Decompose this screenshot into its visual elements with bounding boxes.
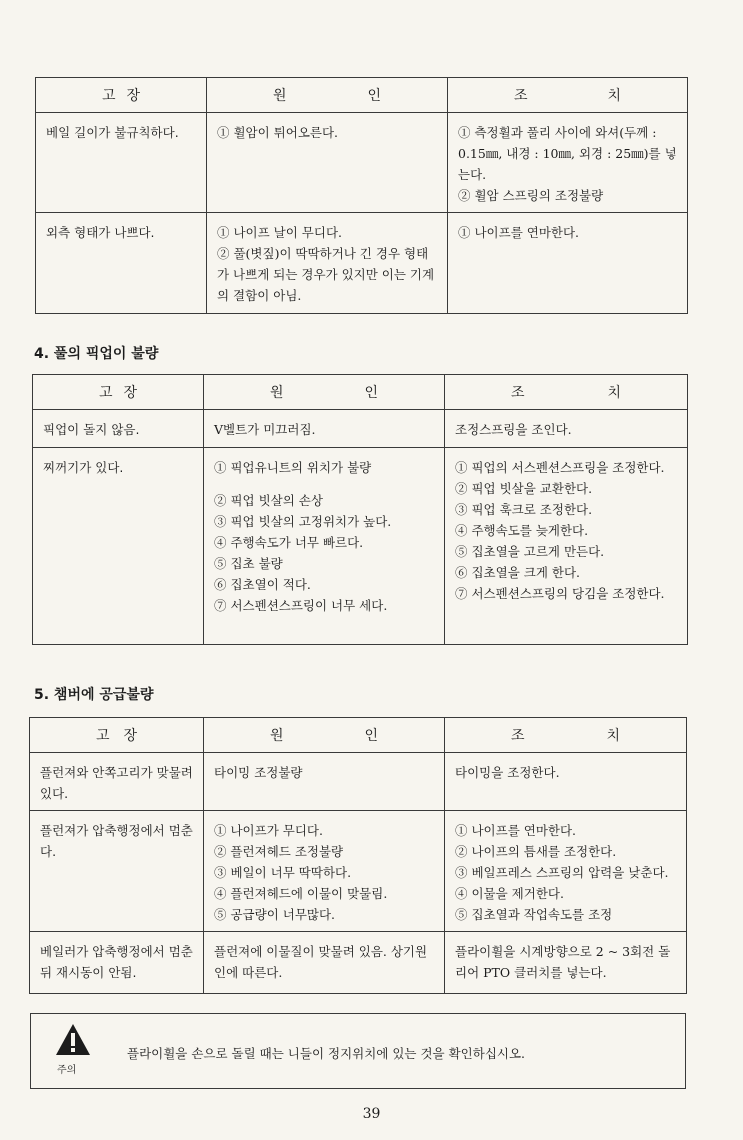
fault-cell: 베일러가 압축행정에서 멈춘뒤 재시동이 안됨. — [30, 932, 204, 994]
table-row — [30, 932, 687, 994]
cause-cell: ① 픽업유니트의 위치가 불량 ② 픽업 빗살의 손상 ③ 픽업 빗살의 고정위치가 높다. ④ 주행속도가 너무 빠르다. ⑤ 집초 불량 ⑥ 집초열이 적다. ⑦ 서스펜션스프링이 너무 세다. — [204, 448, 445, 645]
header-action: 조 치 — [448, 78, 688, 113]
fault-cell: 플런져가 압축행정에서 멈춘다. — [30, 811, 204, 932]
fault-cell: 플런져와 안쪽고리가 맞물려 있다. — [30, 753, 204, 811]
notice-text: 플라이휠을 손으로 돌릴 때는 니들이 정지위치에 있는 것을 확인하십시오. — [127, 1046, 526, 1061]
fault-cell: 베일 길이가 불규칙하다. — [36, 113, 207, 213]
fault-cell: 찌꺼기가 있다. — [33, 448, 204, 645]
cause-cell: 타이밍 조정불량 — [204, 753, 445, 811]
table-row — [33, 410, 688, 448]
header-cause: 원 인 — [204, 375, 445, 410]
table-row — [30, 811, 687, 932]
action-cell: 조정스프링을 조인다. — [445, 410, 688, 448]
section-title-4: 4. 풀의 픽업이 불량 — [34, 346, 159, 362]
action-cell: ① 나이프를 연마한다. — [448, 213, 688, 314]
troubleshoot-table-1 — [35, 77, 688, 314]
cause-cell: ① 나이프가 무디다. ② 플런져헤드 조정불량 ③ 베일이 너무 딱딱하다. ④ 플런져헤드에 이물이 맞물림. ⑤ 공급량이 너무많다. — [204, 811, 445, 932]
action-cell: ① 측정휠과 풀리 사이에 와셔(두께 : 0.15㎜, 내경 : 10㎜, 외경 : 25㎜)를 넣는다. ② 휠암 스프링의 조정불량 — [448, 113, 688, 213]
action-cell: ① 나이프를 연마한다. ② 나이프의 틈새를 조정한다. ③ 베일프레스 스프링의 압력을 낮춘다. ④ 이물을 제거한다. ⑤ 집초열과 작업속도를 조정 — [445, 811, 687, 932]
header-fault: 고 장 — [36, 78, 207, 113]
table-row — [33, 448, 688, 645]
fault-cell: 외측 형태가 나쁘다. — [36, 213, 207, 314]
header-cause: 원 인 — [204, 718, 445, 753]
fault-cell: 픽업이 돌지 않음. — [33, 410, 204, 448]
header-action: 조 치 — [445, 375, 688, 410]
table-row — [36, 213, 688, 314]
warning-label: 주의 — [57, 1065, 77, 1076]
cause-cell: ① 휠암이 튀어오른다. — [207, 113, 448, 213]
header-cause: 원 인 — [207, 78, 448, 113]
cause-cell: 플런져에 이물질이 맞물려 있음. 상기원인에 따른다. — [204, 932, 445, 994]
action-cell: 타이밍을 조정한다. — [445, 753, 687, 811]
header-action: 조 치 — [445, 718, 687, 753]
action-cell: 플라이휠을 시계방향으로 2 ~ 3회전 돌리어 PTO 클러치를 넣는다. — [445, 932, 687, 994]
troubleshoot-table-2 — [32, 374, 688, 645]
cause-cell: V벨트가 미끄러짐. — [204, 410, 445, 448]
troubleshoot-table-3 — [29, 717, 687, 994]
table-row — [30, 753, 687, 811]
section-title-5: 5. 챔버에 공급불량 — [34, 687, 154, 703]
header-fault: 고 장 — [30, 718, 204, 753]
action-cell: ① 픽업의 서스펜션스프링을 조정한다. ② 픽업 빗살을 교환한다. ③ 픽업 훅크로 조정한다. ④ 주행속도를 늦게한다. ⑤ 집초열을 고르게 만든다. ⑥ 집초열을 크게 한다. ⑦ 서스펜션스프링의 당김을 조정한다. — [445, 448, 688, 645]
header-fault: 고 장 — [33, 375, 204, 410]
table-row — [36, 113, 688, 213]
warning-icon — [55, 1022, 91, 1058]
caution-notice — [30, 1013, 686, 1089]
page-number: 39 — [362, 1106, 381, 1122]
cause-cell: ① 나이프 날이 무디다. ② 풀(볏짚)이 딱딱하거나 긴 경우 형태가 나쁘게 되는 경우가 있지만 이는 기계의 결함이 아님. — [207, 213, 448, 314]
